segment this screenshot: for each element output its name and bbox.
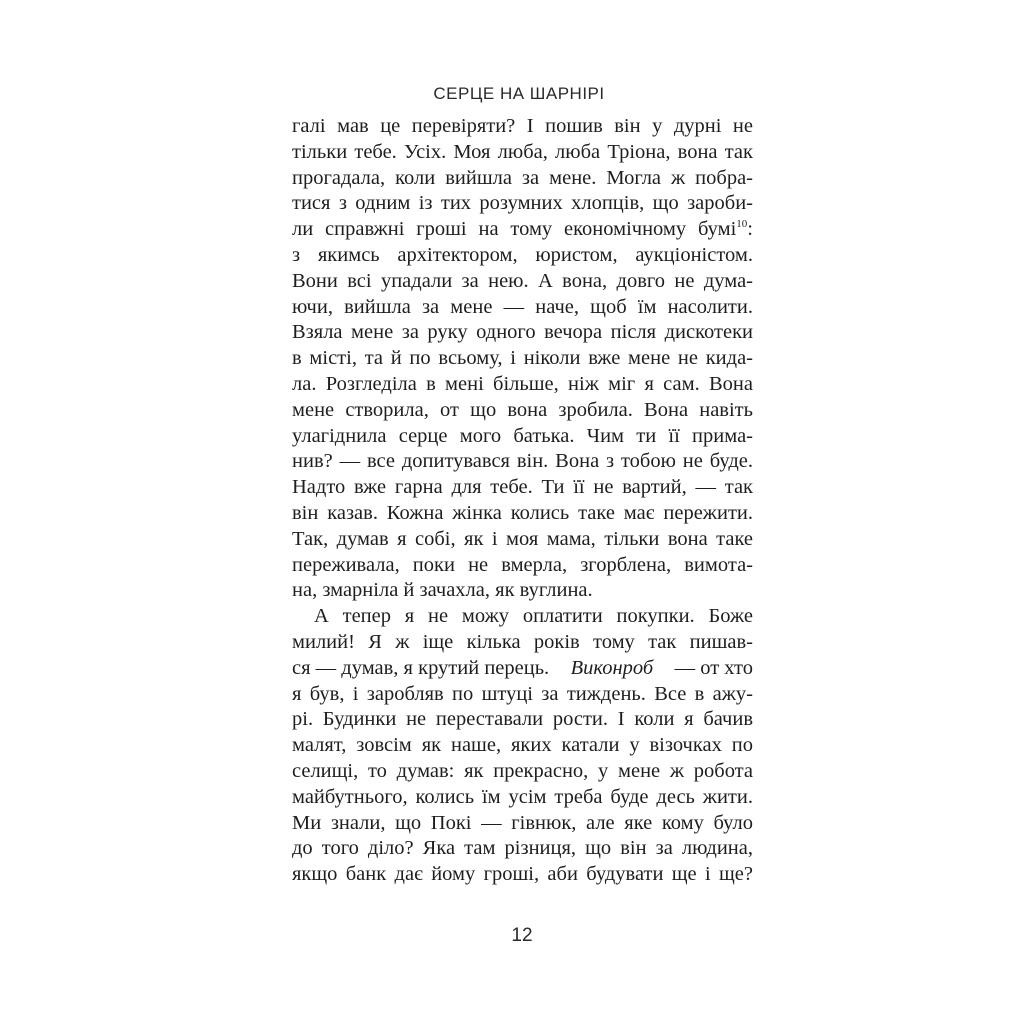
text-line: в місті, та й по всьому, і ніколи вже мене не кида- bbox=[292, 347, 753, 370]
text-line: Надто вже гарна для тебе. Ти її не вартий, — так bbox=[292, 476, 753, 499]
text-line bbox=[292, 217, 753, 243]
text-line bbox=[292, 656, 753, 682]
text-line: улагіднила серце мого батька. Чим ти її прима- bbox=[292, 424, 753, 447]
text-line: майбутнього, колись їм усім треба буде десь жити. bbox=[292, 785, 753, 808]
text-line: милий! Я ж іще кілька років тому так пишав- bbox=[292, 630, 753, 653]
text-line: тися з одним із тих розумних хлопців, що зароби- bbox=[292, 192, 753, 215]
text-line: малят, зовсім як наше, яких катали у візочках по bbox=[292, 734, 753, 757]
text-line: він казав. Кожна жінка колись таке має пережити. bbox=[292, 501, 753, 524]
text-line: якщо банк дає йому гроші, аби будувати ще і ще? bbox=[292, 863, 753, 886]
text-line: тільки тебе. Усіх. Моя люба, люба Тріона, вона так bbox=[292, 140, 753, 163]
text-line: з якимсь архітектором, юристом, аукціоністом. bbox=[292, 243, 753, 266]
text-line: Вони всі упадали за нею. А вона, довго не дума- bbox=[292, 269, 753, 292]
text-line: А тепер я не можу оплатити покупки. Боже bbox=[314, 605, 753, 628]
text-line: переживала, поки не вмерла, згорблена, вимота- bbox=[292, 553, 753, 576]
text-line-part: ся — думав, я крутий перець. bbox=[292, 656, 550, 679]
italic-term: Виконроб bbox=[570, 656, 654, 679]
text-line: рі. Будинки не переставали рости. І коли я бачив bbox=[292, 708, 753, 731]
text-line: Взяла мене за руку одного вечора після дискотеки bbox=[292, 321, 753, 344]
page-number: 12 bbox=[511, 925, 533, 946]
text-line: прогадала, коли вийшла за мене. Могла ж побра- bbox=[292, 166, 753, 189]
text-line: на, змарніла й зачахла, як вуглина. bbox=[292, 579, 593, 602]
text-line: ючи, вийшла за мене — наче, щоб їм насолити. bbox=[292, 295, 753, 318]
text-line: селищі, то думав: як прекрасно, у мене ж робота bbox=[292, 759, 753, 782]
text-line: мене створила, от що вона зробила. Вона навіть bbox=[292, 398, 753, 421]
punctuation: : bbox=[747, 218, 753, 241]
running-header: СЕРЦЕ НА ШАРНІРІ bbox=[433, 84, 605, 103]
text-line: я був, і заробляв по штуці за тиждень. Все в ажу- bbox=[292, 682, 753, 705]
text-line-part: ли справжні гроші на тому економічному бумі bbox=[292, 218, 737, 241]
text-line: нив? — все допитувався він. Вона з тобою не буде. bbox=[292, 450, 753, 473]
text-line: до того діло? Яка там різниця, що він за людина, bbox=[292, 837, 753, 860]
text-line: Так, думав я собі, як і моя мама, тільки вона таке bbox=[292, 527, 753, 550]
text-line-part: — от хто bbox=[674, 656, 753, 679]
text-line: галі мав це перевіряти? І пошив він у дурні не bbox=[292, 115, 753, 137]
text-line: ла. Розгледіла в мені більше, ніж міг я сам. Вона bbox=[292, 372, 753, 395]
body-text bbox=[292, 114, 753, 888]
text-line: Ми знали, що Покі — гівнюк, але яке кому було bbox=[292, 811, 753, 834]
footnote-reference[interactable]: 10 bbox=[736, 218, 748, 231]
